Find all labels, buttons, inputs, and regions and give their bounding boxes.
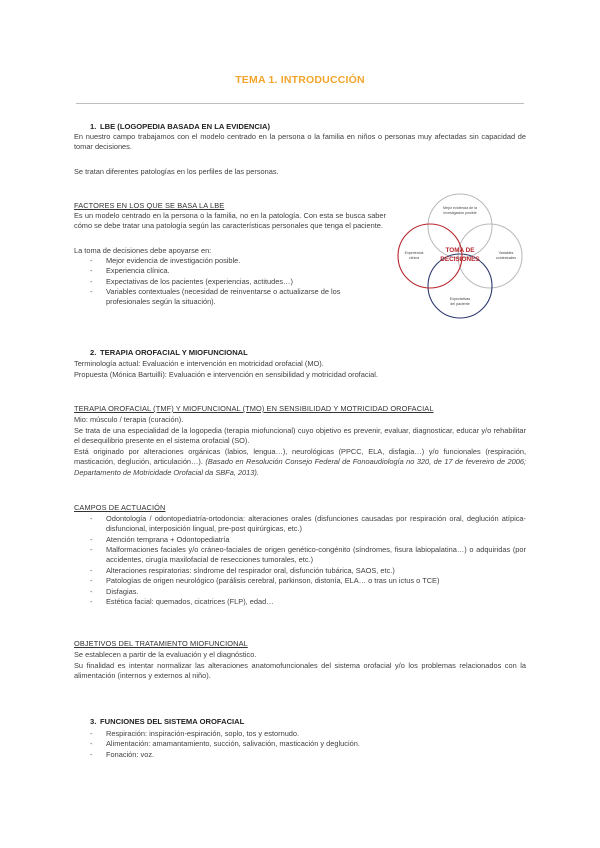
funciones-list-item: - Respiración: inspiración-espiración, soplo, tos y estornudo. <box>74 729 526 739</box>
factors-list-item: - Expectativas de los pacientes (experiencias, actitudes…) <box>74 277 386 287</box>
title-divider <box>76 103 524 104</box>
factors-heading: FACTORES EN LOS QUE SE BASA LA LBE <box>74 201 225 210</box>
tmf-paragraph-3-text: Está originado por alteraciones orgánicas (labios, lengua…), neurológicas (PPCC, ELA, disfagia…) y/o funcionales (respiración, masticación, deglución, articulación…). <box>74 447 526 467</box>
section-3-number: 3. <box>90 717 97 726</box>
venn-right-label-2: contextuales <box>495 256 517 260</box>
objetivos-heading: OBJETIVOS DEL TRATAMIENTO MIOFUNCIONAL <box>74 639 248 648</box>
campos-list-item: - Malformaciones faciales y/o cráneo-faciales de origen genético-congénito (síndromes, fisura labiopalatina…) o adquiridas (por accidentes, cirugía maxilofacial de resecciones tumorales, etc.) <box>74 545 526 566</box>
section-2-paragraph-1: Terminología actual: Evaluación e intervención en motricidad orofacial (MO). <box>74 359 324 368</box>
campos-list <box>74 514 526 607</box>
section-1-number: 1. <box>90 122 97 131</box>
venn-bottom-label-1: Expectativas <box>449 297 471 301</box>
tmf-paragraph-3 <box>74 447 526 478</box>
venn-bottom-label-2: del paciente <box>450 302 470 306</box>
tmf-heading: TERAPIA OROFACIAL (TMF) Y MIOFUNCIONAL (TMO) EN SENSIBILIDAD Y MOTRICIDAD OROFACIAL <box>74 404 434 413</box>
funciones-list-item: - Alimentación: amamantamiento, succión, salivación, masticación y deglución. <box>74 739 526 749</box>
section-1-title: LBE (LOGOPEDIA BASADA EN LA EVIDENCIA) <box>100 122 271 131</box>
section-1-paragraph-2: Se tratan diferentes patologías en los perfiles de las personas. <box>74 167 279 176</box>
section-1-paragraph-1: En nuestro campo trabajamos con el modelo centrado en la persona o la familia en niños o personas muy afectadas sin capacidad de tomar decisiones. <box>74 132 526 152</box>
campos-list-item: - Patologías de origen neurológico (parálisis cerebral, parkinson, distonía, ELA… o tras un ictus o TCE) <box>74 576 526 586</box>
campos-list-item: - Alteraciones respiratorias: síndrome del respirador oral, disfunción tubárica, SAOS, etc.) <box>74 566 526 576</box>
venn-left-label-2: clínica <box>408 256 420 260</box>
factors-list-item: - Experiencia clínica. <box>74 266 386 276</box>
decision-venn-diagram <box>394 192 526 324</box>
campos-list-item: - Estética facial: quemados, cicatrices (FLP), edad… <box>74 597 526 607</box>
section-2-paragraph-2: Propuesta (Mónica Bartuilli): Evaluación e intervención en sensibilidad y motricidad orofacial. <box>74 370 378 379</box>
objetivos-paragraph-2: Su finalidad es intentar normalizar las alteraciones anatomofuncionales del sistema orofacial y/o los problemas relacionados con la alimentación (internos y externos al niño). <box>74 661 526 681</box>
section-2-heading <box>74 348 526 359</box>
funciones-list-item: - Fonación: voz. <box>74 750 526 760</box>
funciones-list <box>74 729 526 760</box>
campos-heading: CAMPOS DE ACTUACIÓN <box>74 503 166 512</box>
tmf-paragraph-2: Se trata de una especialidad de la logopedia (terapia miofuncional) cuyo objetivo es prevenir, evaluar, diagnosticar, educar y/o rehabilitar el desequilibrio presente en el sistema orofacial (SO). <box>74 426 526 446</box>
venn-circle-bottom <box>428 254 492 318</box>
campos-list-item: - Disfagias. <box>74 587 526 597</box>
venn-top-label-2: investigación posible <box>443 211 477 215</box>
venn-right-label-1: Variables <box>498 251 514 255</box>
factors-list-item: - Mejor evidencia de investigación posible. <box>74 256 386 266</box>
venn-top-label-1: Mejor evidencia de la <box>443 206 477 210</box>
page-title: TEMA 1. INTRODUCCIÓN <box>235 74 365 86</box>
tmf-paragraph-1: Mio: músculo / terapia (curación). <box>74 415 184 424</box>
venn-center-label-1: TOMA DE <box>445 247 475 254</box>
tmf-citation: (Basado en Resolución Consejo Federal de Fonoaudiología no 320, de 17 de fevereiro de 2006; Departamento de Motricidade Orofacial da SBFa, 2013). <box>74 457 526 477</box>
section-2-number: 2. <box>90 348 97 357</box>
venn-left-label-1: Experiencia <box>404 251 424 255</box>
factors-intro: La toma de decisiones debe apoyarse en: <box>74 246 212 255</box>
venn-center-label-2: DECISIONES <box>440 256 480 263</box>
objetivos-paragraph-1: Se establecen a partir de la evaluación y el diagnóstico. <box>74 650 257 659</box>
factors-list-item: - Variables contextuales (necesidad de reinventarse o actualizarse de los profesionales según la situación). <box>74 287 386 308</box>
factors-paragraph: Es un modelo centrado en la persona o la familia, no en la patología. Con esta se busca saber cómo se debe tratar una patología según las características personales que tenga el paciente. <box>74 211 386 231</box>
section-3-title: FUNCIONES DEL SISTEMA OROFACIAL <box>100 717 245 726</box>
section-3-heading <box>74 717 526 728</box>
section-2-title: TERAPIA OROFACIAL Y MIOFUNCIONAL <box>100 348 248 357</box>
campos-list-item: - Odontología / odontopediatría-ortodoncia: alteraciones orales (disfunciones causadas por respiración oral, deglución atípica-disfuncional, interposición lingual, pre-post quirúrgicas, etc.) <box>74 514 526 535</box>
factors-list <box>74 256 386 308</box>
campos-list-item: - Atención temprana + Odontopediatría <box>74 535 526 545</box>
